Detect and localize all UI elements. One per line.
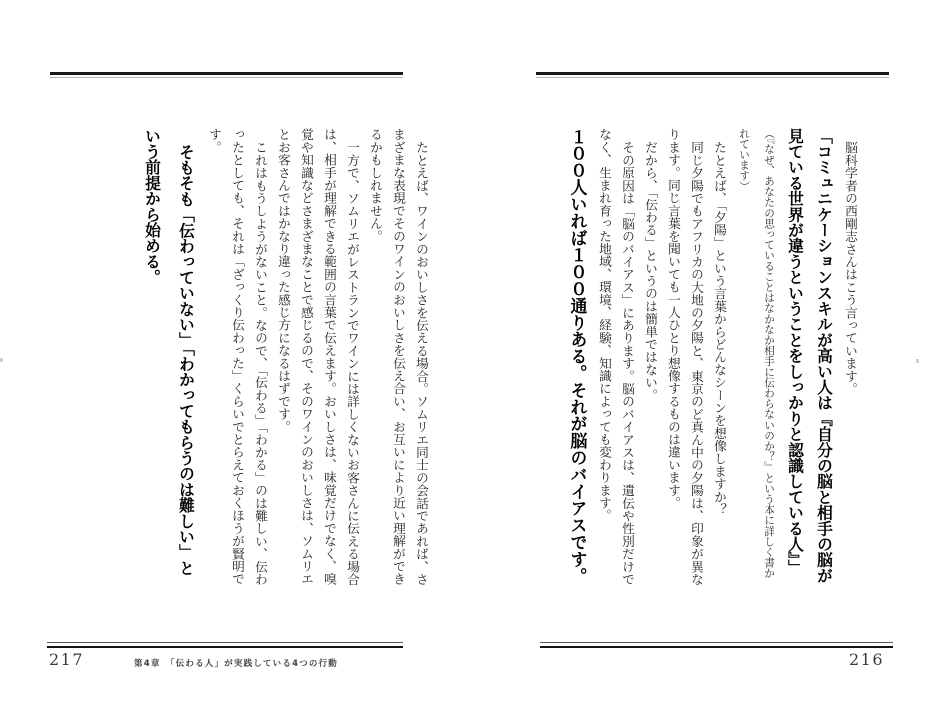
note-book-reference: （『なぜ、あなたの思っていることはなかなか相手に伝わらないのか？』という本に詳しく書かれています） (738, 128, 775, 579)
headline-premise: そもそも「伝わっていない」「わかってもらうのは難しい」という前提から始める。 (143, 128, 196, 576)
headline-100-people: １００人いれば１００通りある。それが脳のバイアスです。 (568, 128, 588, 585)
page-number-left: 217 (49, 650, 85, 669)
paragraph-zakkuri: これはもうしようがないこと。なので、「伝わる」「わかる」のは難しい、伝わったとしても、それは「ざっくり伝わった」くらいでとらえておくほうが賢明です。 (207, 128, 268, 586)
paragraph-intro-nishi: 脳科学者の西剛志さんはこう言っています。 (843, 140, 858, 395)
paragraph-dakara: だから、「伝わる」というのは簡単ではない。 (643, 140, 658, 402)
paragraph-yuhi-compare: 同じ夕陽でもアフリカの大地の夕陽と、東京のど真ん中の夕陽は、印象が異なります。同じ言葉を聞いても一人ひとり想像するものは違います。 (666, 128, 704, 586)
left-page-top-rule (50, 72, 403, 78)
paragraph-brain-bias: その原因は「脳のバイアス」にあります。脳のバイアスは、遺伝や性別だけでなく、生まれ育った地域、環境、経験、知識によっても変わります。 (597, 128, 635, 586)
quote-communication-skill: 「コミュニケーションスキルが高い人は『自分の脳と相手の脳が見ている世界が違うということをしっかりと認識している人』」 (786, 128, 834, 584)
paragraph-wine-customer: 一方で、ソムリエがレストランでワインには詳しくないお客さんに伝える場合は、相手が理解できる範囲の言葉で伝えます。おいしさは、味覚だけでなく、嗅覚や知識などさまざまなことで感じるので、そのワインのおいしさは、ソムリエとお客さんではかなり違った感じ方になるはずです。 (276, 128, 360, 586)
page-number-right: 216 (848, 650, 884, 669)
right-page-text-block (527, 128, 862, 586)
edge-speck-right (916, 359, 919, 363)
paragraph-yuhi-question: たとえば、「夕陽」という言葉からどんなシーンを想像しますか？ (712, 140, 727, 516)
left-page-text-block (43, 128, 433, 586)
right-page-bottom-rule (540, 642, 893, 648)
right-page-top-rule (536, 72, 889, 78)
chapter-running-footer: 第4章 「伝わる人」が実践している4つの行動 (134, 659, 338, 669)
edge-speck-left (0, 358, 3, 362)
left-page-bottom-rule (47, 642, 403, 648)
paragraph-wine-sommelier: たとえば、ワインのおいしさを伝える場合。ソムリエ同士の会話であれば、さまざまな表現でそのワインのおいしさを伝え合い、お互いにより近い理解ができるかもしれません。 (368, 128, 429, 586)
